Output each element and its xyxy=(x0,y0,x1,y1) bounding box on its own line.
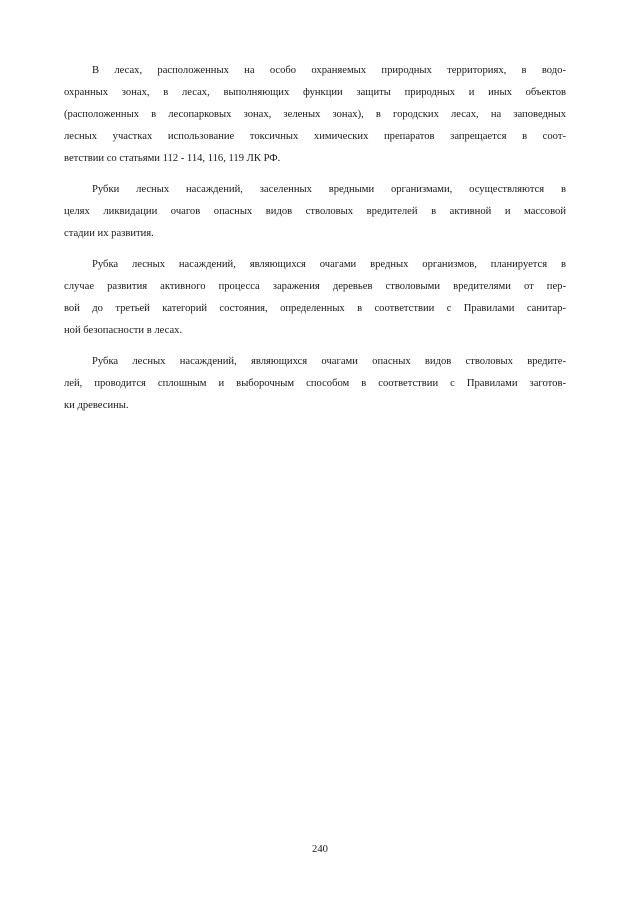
text-line: лей, проводится сплошным и выборочным способом в соответствии с Правилами заготов- xyxy=(64,378,566,389)
text-line: охранных зонах, в лесах, выполняющих функции защиты природных и иных объектов xyxy=(64,87,566,98)
text-line: целях ликвидации очагов опасных видов стволовых вредителей в активной и массовой xyxy=(64,206,566,217)
paragraph-4 xyxy=(64,351,566,417)
text-line: вой до третьей категорий состояния, определенных в соответствии с Правилами санитар- xyxy=(64,303,566,314)
text-line: ной безопасности в лесах. xyxy=(64,325,183,336)
paragraph-3 xyxy=(64,254,566,342)
text-line: Рубка лесных насаждений, являющихся очагами опасных видов стволовых вредите- xyxy=(92,356,566,367)
text-line: ки древесины. xyxy=(64,400,129,411)
text-line: случае развития активного процесса заражения деревьев стволовыми вредителями от пер- xyxy=(64,281,566,292)
body-text xyxy=(64,60,566,426)
text-line: ветствии со статьями 112 - 114, 116, 119 ЛК РФ. xyxy=(64,153,281,164)
text-line: В лесах, расположенных на особо охраняемых природных территориях, в водо- xyxy=(92,65,566,76)
page-number: 240 xyxy=(312,844,328,855)
text-line: Рубки лесных насаждений, заселенных вредными организмами, осуществляются в xyxy=(92,184,566,195)
text-line: лесных участках использование токсичных химических препаратов запрещается в соот- xyxy=(64,131,566,142)
text-line: Рубка лесных насаждений, являющихся очагами вредных организмов, планируется в xyxy=(92,259,566,270)
text-line: (расположенных в лесопарковых зонах, зеленых зонах), в городских лесах, на заповедных xyxy=(64,109,566,120)
paragraph-1 xyxy=(64,60,566,170)
paragraph-2 xyxy=(64,179,566,245)
text-line: стадии их развития. xyxy=(64,228,154,239)
